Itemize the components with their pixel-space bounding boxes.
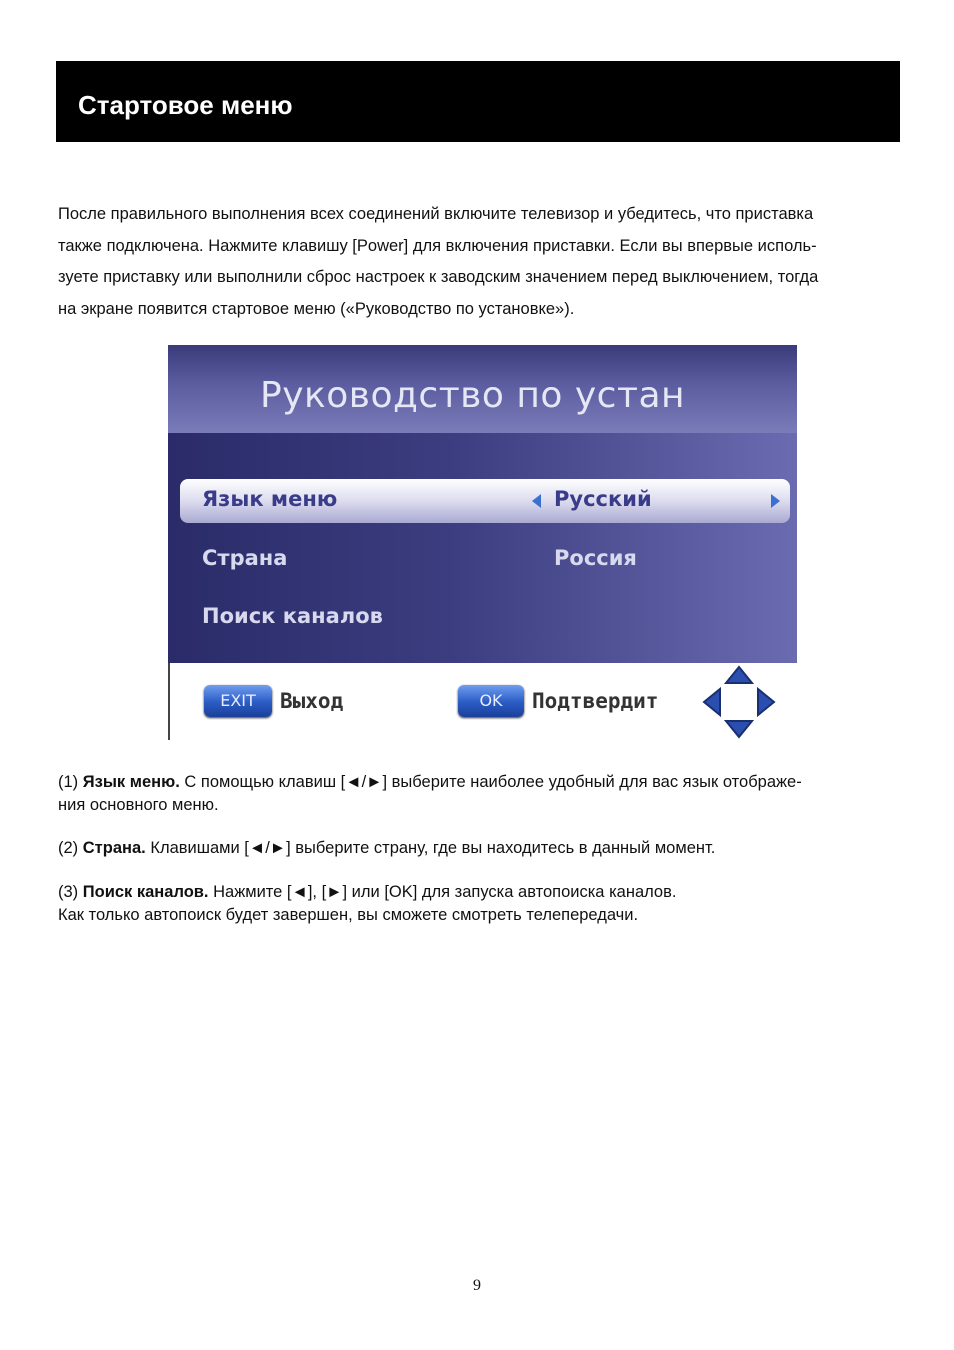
description-text: С помощью клавиш [◄/►] выберите наиболее удобный для вас язык отображе- bbox=[179, 773, 802, 791]
description-item bbox=[58, 881, 908, 927]
tv-title: Руководство по устан bbox=[260, 375, 686, 416]
exit-button[interactable]: EXIT bbox=[204, 685, 272, 717]
intro-line: на экране появится стартовое меню («Руководство по установке»). bbox=[58, 299, 575, 318]
ok-label: Подтвердит bbox=[532, 689, 659, 713]
description-text: Нажмите [◄], [►] или [OK] для запуска автопоиска каналов. bbox=[208, 883, 677, 901]
tv-title-bar bbox=[168, 345, 797, 433]
arrow-left-icon[interactable] bbox=[532, 494, 541, 508]
description-term: Страна. bbox=[82, 839, 146, 857]
menu-label-channel-search[interactable]: Поиск каналов bbox=[202, 604, 383, 628]
menu-value-country[interactable]: Россия bbox=[554, 546, 637, 570]
screenshot-edge bbox=[168, 663, 170, 740]
description-item bbox=[58, 837, 908, 860]
intro-line: зуете приставку или выполнили сброс настроек к заводским значением перед выключением, тогда bbox=[58, 268, 819, 286]
section-title: Стартовое меню bbox=[78, 90, 293, 120]
section-header bbox=[56, 61, 900, 142]
description-number: (3) bbox=[58, 883, 79, 901]
intro-paragraph bbox=[58, 199, 914, 325]
description-number: (1) bbox=[58, 773, 79, 791]
menu-value-language[interactable]: Русский bbox=[554, 487, 652, 511]
menu-label-country[interactable]: Страна bbox=[202, 546, 288, 570]
tv-menu-panel bbox=[168, 433, 797, 663]
description-number: (2) bbox=[58, 839, 79, 857]
intro-line: После правильного выполнения всех соединений включите телевизор и убедитесь, что приставка bbox=[58, 205, 814, 223]
description-item bbox=[58, 771, 908, 817]
intro-line: также подключена. Нажмите клавишу [Power] для включения приставки. Если вы впервые исполь- bbox=[58, 236, 817, 255]
page-number: 9 bbox=[473, 1277, 481, 1294]
menu-label-language[interactable]: Язык меню bbox=[202, 487, 338, 511]
description-term: Поиск каналов. bbox=[82, 883, 209, 901]
description-text-continued: ния основного меню. bbox=[58, 796, 219, 814]
description-text-continued: Как только автопоиск будет завершен, вы сможете смотреть телепередачи. bbox=[58, 906, 639, 924]
tv-footer bbox=[168, 663, 797, 740]
tv-screenshot bbox=[168, 345, 797, 740]
ok-button[interactable]: OK bbox=[458, 685, 524, 717]
dpad-icon bbox=[700, 665, 778, 739]
arrow-right-icon[interactable] bbox=[771, 494, 780, 508]
exit-label: Выход bbox=[280, 689, 344, 713]
description-term: Язык меню. bbox=[82, 773, 180, 791]
description-text: Клавишами [◄/►] выберите страну, где вы находитесь в данный момент. bbox=[145, 839, 716, 857]
